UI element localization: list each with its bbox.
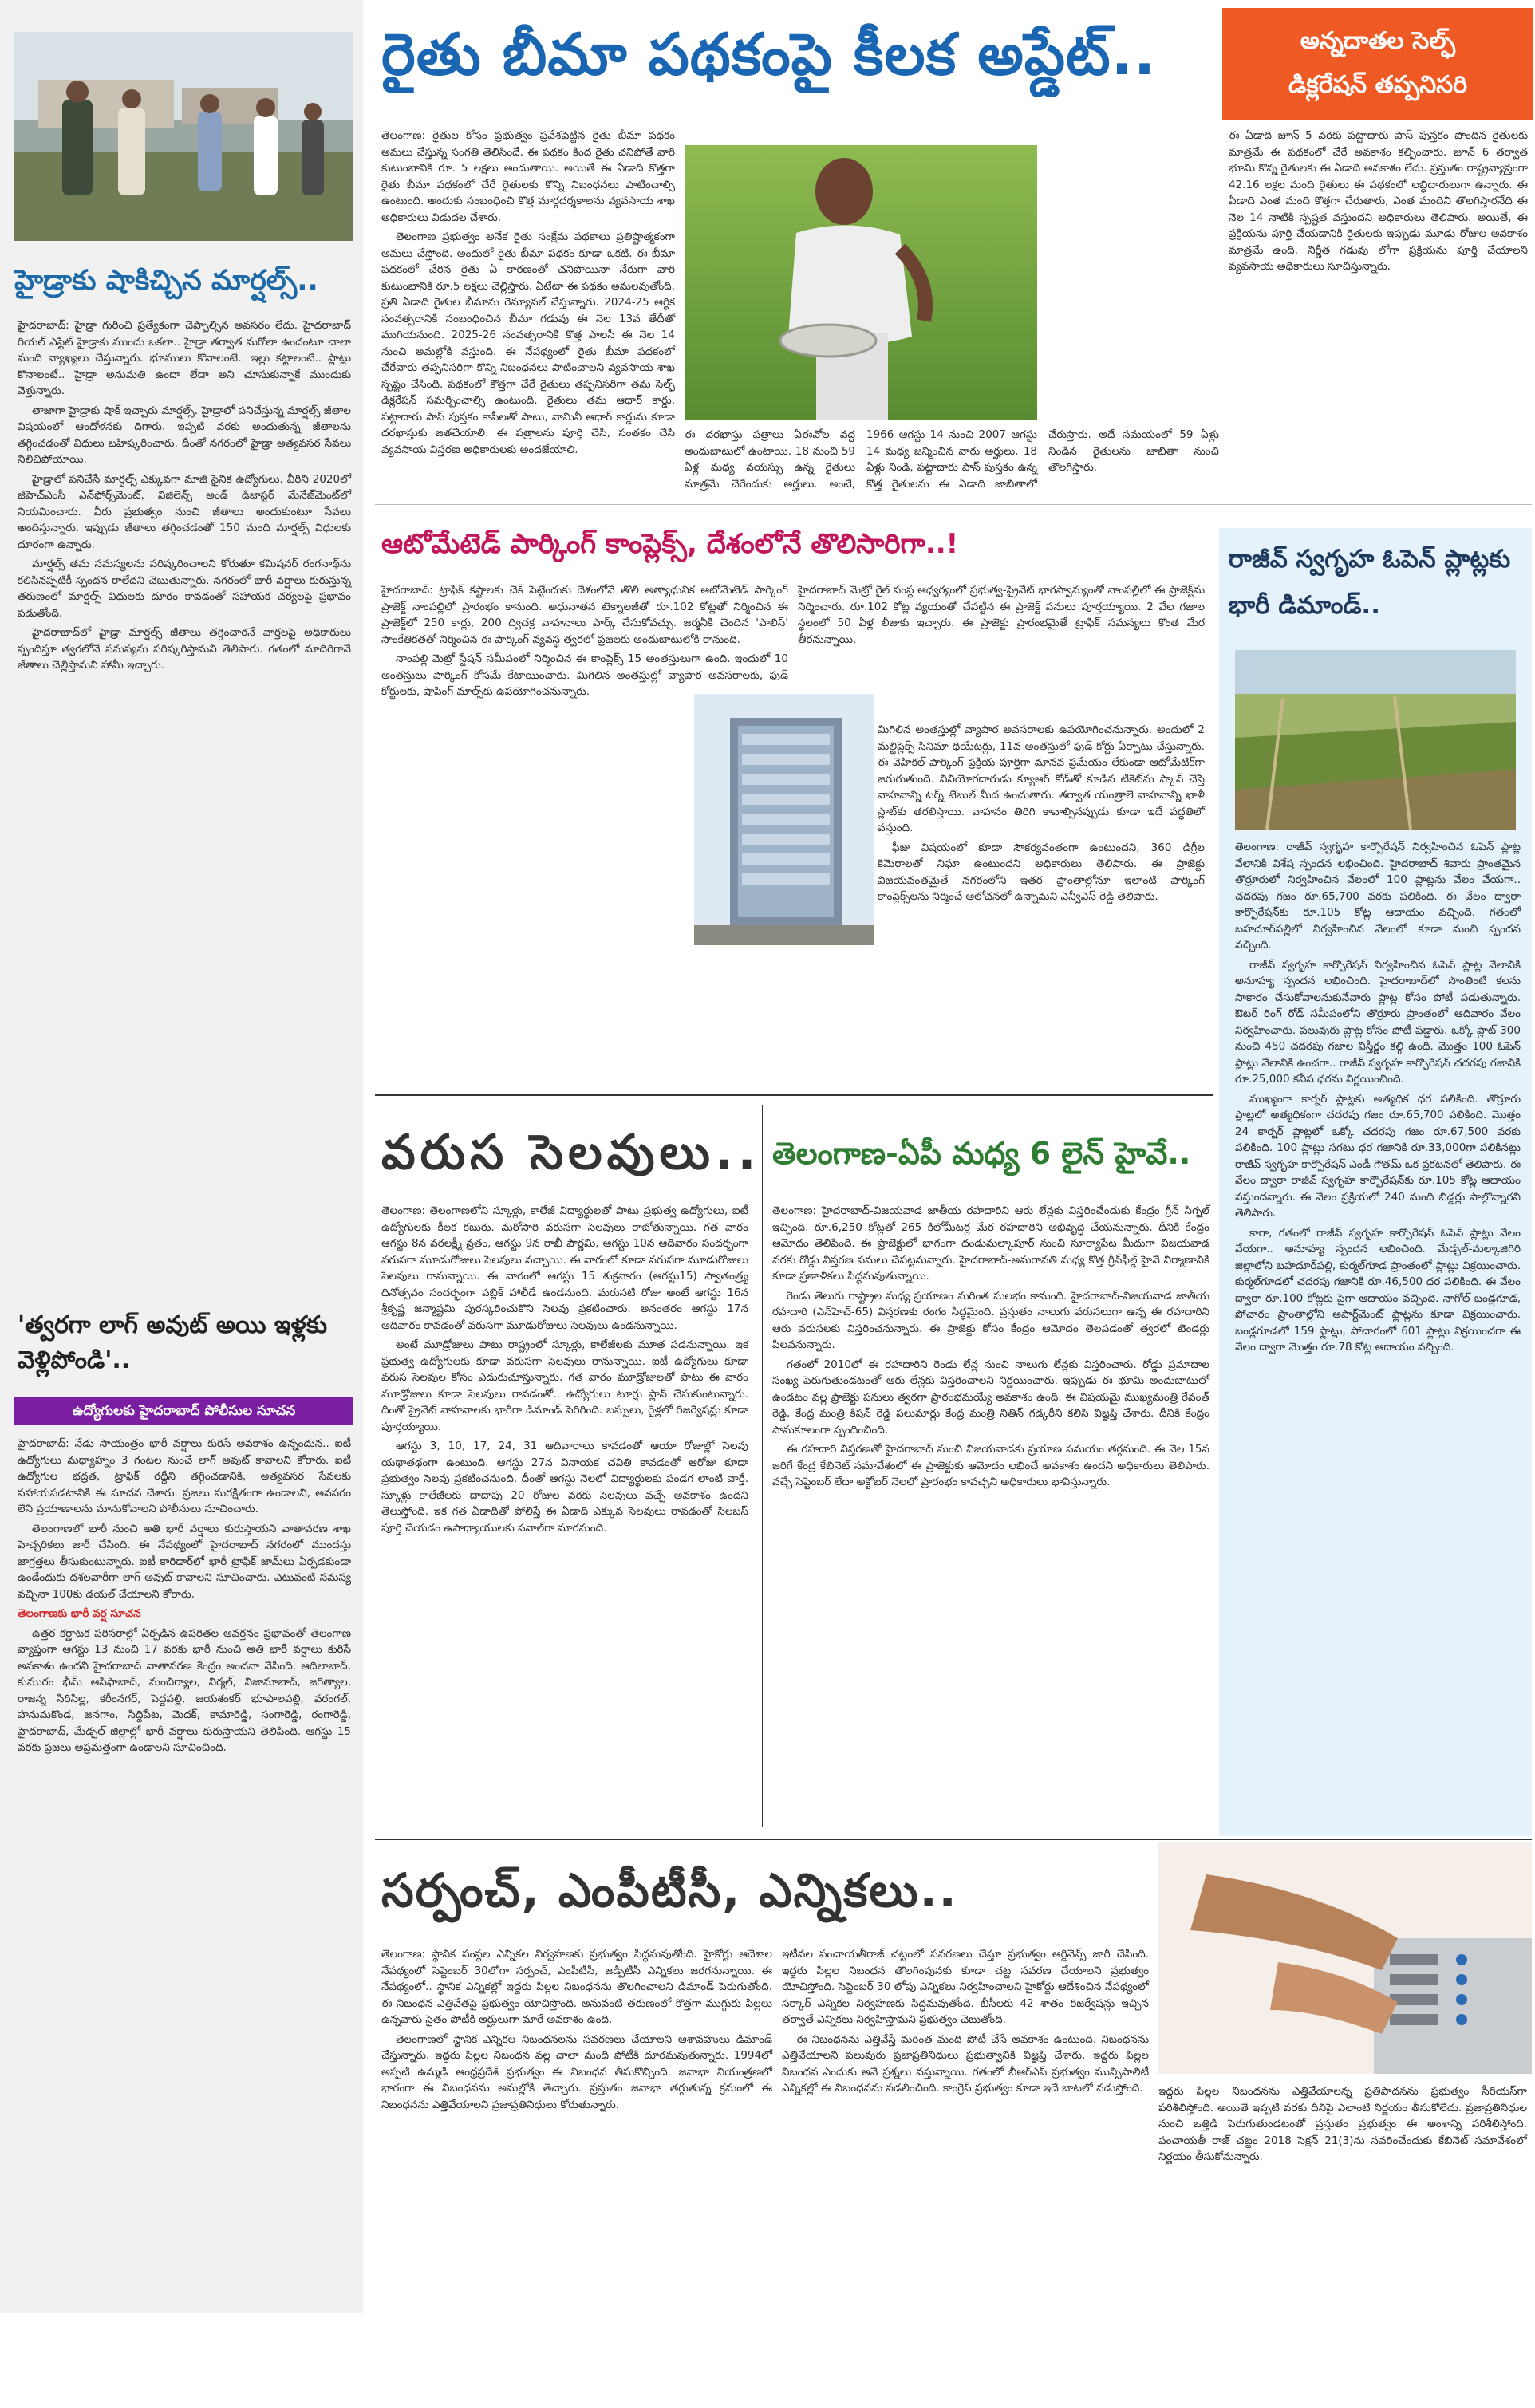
left-sub-banner: [14, 1397, 353, 1425]
rythu-para: తెలంగాణ: రైతుల కోసం ప్రభుత్వం ప్రవేశపెట్టిన రైతు బీమా పథకం అమలు చేస్తున్న సంగతి తెలిసిందే. ఈ పథకం కింద రైతు చనిపోతే వారి కుటుంబానికి రూ. 5 లక్షలు అందుతాయి. అయితే ఈ ఏడాది కొత్తగా రైతు బీమా పథకంలో చేరే రైతులకు కొన్ని నిబంధనలు పాటించాల్సి ఉంటుంది. అందుకు సంబంధించి కొత్త మార్గదర్శకాలను వ్యవసాయ శాఖ అధికారులు విడుదల చేశారు.: [381, 129, 675, 224]
parking-building-photo: [694, 694, 874, 945]
divider: [762, 1105, 763, 1827]
left-sub-para: ఉత్తర కర్ణాటక పరిసరాల్లో ఏర్పడిన ఉపరితల ఆవర్తనం ప్రభావంతో తెలంగాణ వ్యాప్తంగా ఆగస్టు 13 నుంచి 17 వరకు భారీ నుంచి అతి భారీ వర్షాలు కురిసే అవకాశం ఉందని హైదరాబాద్ వాతావరణ కేంద్రం అంచనా వేసింది. ఆదిలాబాద్, కుమురం భీమ్ ఆసిఫాబాద్, మంచిర్యాల, నిర్మల్, నిజామాబాద్, జగిత్యాల, రాజన్న సిరిసిల్ల, కరీంనగర్, పెద్దపల్లి, జయశంకర్ భూపాలపల్లి, వరంగల్, హనుమకొండ, జనగాం, సిద్దిపేట, మెదక్, కామారెడ్డి, సంగారెడ్డి, రంగారెడ్డి, హైదరాబాద్, మేడ్చల్ జిల్లాల్లో భారీ వర్షాలు కురుస్తాయని తెలిపింది. ఆగస్టు 15 వరకు ప్రజలు అప్రమత్తంగా ఉండాలని సూచించింది.: [18, 1626, 351, 1754]
highway-para: తెలంగాణ: హైదరాబాద్-విజయవాడ జాతీయ రహదారిని ఆరు లేన్లకు విస్తరించేందుకు కేంద్రం గ్రీన్ సిగ్నల్ ఇచ్చింది. రూ.6,250 కోట్లతో 265 కిలోమీటర్ల మేర రహదారిని అభివృద్ధి చేయనున్నారు. దీనికి కేంద్రం ఆమోదం తెలిపింది. ఈ ప్రాజెక్టులో భాగంగా దండుమల్కాపూర్ నుంచి సూర్యాపేట మీదుగా విజయవాడ వరకు రోడ్డు విస్తరణ పనులు చేపట్టనున్నారు. హైదరాబాద్-అమరావతి మధ్య కొత్త గ్రీన్‌ఫీల్డ్ హైవే నిర్మాణానికి కూడా ప్రణాళికలు సిద్ధమవుతున్నాయి.: [772, 1204, 1209, 1283]
sarpanch-headline: సర్పంచ్, ఎంపీటీసీ, ఎన్నికలు..: [381, 1863, 958, 1917]
left-sub-subhead: తెలంగాణకు భారీ వర్ష సూచన: [18, 1607, 141, 1620]
divider: [375, 1839, 1532, 1840]
sarpanch-col-2: [782, 1946, 1149, 2305]
rythu-col-1: [381, 128, 675, 495]
rythu-col-2: [685, 427, 1219, 499]
left-sub-headline: 'త్వరగా లాగ్ అవుట్ అయి ఇళ్లకు వెళ్లిపోండి'..: [18, 1311, 327, 1374]
rythu-col-3: [1047, 128, 1219, 495]
parking-para: హైదరాబాద్: ట్రాఫిక్ కష్టాలకు చెక్ పెట్టేందుకు దేశంలోనే తొలి అత్యాధునిక ఆటోమేటెడ్ పార్కింగ్ ప్రాజెక్ట్ నాంపల్లిలో ప్రారంభం కానుంది. అధునాతన టెక్నాలజీతో రూ.102 కోట్లతో నిర్మించిన ఈ ప్రాజెక్ట్‌లో 250 కార్లు, 200 ద్విచక్ర వాహనాలు పార్క్ చేసుకోవచ్చు. జర్మనీకి చెందిన 'పాలిస్' సాంకేతికతతో నిర్మించిన ఈ పార్కింగ్ వ్యవస్థ త్వరలో ప్రజలకు అందుబాటులోకి రానుంది.: [381, 584, 788, 646]
voting-photo: [1158, 1842, 1532, 2074]
sarpanch-para: ఈ నిబంధనను ఎత్తివేస్తే మరింత మంది పోటీ చేసే అవకాశం ఉంటుంది. నిబంధనను ఎత్తివేయాలని పలువురు ప్రజాప్రతినిధులు ప్రభుత్వానికి విజ్ఞప్తి చేశారు. ఇద్దరు పిల్లల నిబంధన ఎందుకు అనే ప్రశ్నలు వస్తున్నాయి. గతంలో బీఆర్ఎస్ ప్రభుత్వం మున్సిపాలిటీ ఎన్నికల్లో ఈ నిబంధనను సడలించింది. కాంగ్రెస్ ప్రభుత్వం కూడా ఇదే బాటలో నడుస్తోంది.: [782, 2032, 1149, 2095]
annadatha-line2: డిక్లరేషన్ తప్పనిసరి: [1288, 71, 1467, 99]
farmer-photo: [685, 145, 1037, 420]
parking-para: ఫీజు విషయంలో కూడా సౌకర్యవంతంగా ఉంటుందని, 360 డిగ్రీల కెమెరాలతో నిఘా ఉంటుందని అధికారులు తెలిపారు. ఈ ప్రాజెక్టు విజయవంతమైతే నగరంలోని ఇతర ప్రాంతాల్లోనూ ఇలాంటి పార్కింగ్ కాంప్లెక్స్‌లను నిర్మించే ఆలోచనలో ఉన్నామని ఎన్వీఎస్ రెడ్డి తెలిపారు.: [878, 841, 1205, 903]
left-lead-para: హైడ్రాలో పనిచేసే మార్షల్స్ ఎక్కువగా మాజీ సైనిక ఉద్యోగులు. వీరిని 2020లో జీహెచ్ఎంసీ ఎన్‌ఫోర్స్‌మెంట్, విజిలెన్స్ అండ్ డిజాస్టర్ మేనేజ్‌మెంట్‌లో నియమించారు. వీరు ప్రభుత్వం నుంచి జీతాలు అందుకుంటూ సేవలు అందిస్తున్నారు. ఇప్పుడు జీతాలు తగ్గించడంతో 150 మంది మార్షల్స్ విధులకు దూరంగా ఉన్నారు.: [18, 472, 351, 551]
left-lead-body: [18, 317, 351, 1267]
rythu-para: ఈ ఏడాది జూన్ 5 వరకు పట్టాదారు పాస్ పుస్తకం పొందిన రైతులకు మాత్రమే ఈ పథకంలో చేరే అవకాశం కల్పించారు. జూన్ 6 తర్వాత భూమి కొన్న రైతులకు ఈ ఏడాది అవకాశం లేదు. ప్రస్తుతం రాష్ట్రవ్యాప్తంగా 42.16 లక్షల మంది రైతులు ఈ పథకంలో లబ్ధిదారులుగా ఉన్నారు. ఈ ఏడాది ఎంత మంది కొత్తగా చేరుతారు, ఎంత మందిని తొలగిస్తారనేది ఈ నెల 14 నాటికి స్పష్టత వస్తుందని అధికారులు తెలిపారు. అయితే, ఈ ప్రక్రియను పూర్తి చేయడానికి రైతులకు ఇప్పుడు మూడు రోజుల అవకాశం మాత్రమే ఉంది. నిర్ణీత గడువు లోగా ప్రక్రియను పూర్తి చేయాలని వ్యవసాయ అధికారులు సూచిస్తున్నారు.: [1229, 129, 1528, 273]
rythu-col-4: [1229, 128, 1528, 495]
parking-para: నాంపల్లి మెట్రో స్టేషన్ సమీపంలో నిర్మించిన ఈ కాంప్లెక్స్ 15 అంతస్తులుగా ఉంది. ఇందులో 10 అంతస్తులు పార్కింగ్ కోసమే కేటాయించారు. మిగిలిన అంతస్తుల్లో వ్యాపార అవసరాలకు, ఫుడ్ కోర్టులకు, షాపింగ్ మాల్స్‌కు ఉపయోగించనున్నారు.: [381, 652, 788, 698]
sarpanch-para: తెలంగాణలో స్థానిక ఎన్నికల నిబంధనలను సవరణలు చేయాలని ఆశావహులు డిమాండ్ చేస్తున్నారు. ఇద్దరు పిల్లల నిబంధన వల్ల చాలా మంది పోటీకి దూరమవుతున్నారు. 1994లో అప్పటి ఉమ్మడి ఆంధ్రప్రదేశ్ ప్రభుత్వం ఈ నిబంధన తీసుకొచ్చింది. జనాభా నియంత్రణలో భాగంగా ఈ నిబంధనను అమల్లోకి తెచ్చారు. ప్రస్తుతం జనాభా తగ్గుతున్న క్రమంలో ఈ నిబంధనను ఎత్తివేయాలని ప్రజాప్రతినిధులు కోరుతున్నారు.: [381, 2032, 772, 2111]
holidays-para: ఆగస్టు 3, 10, 17, 24, 31 ఆదివారాలు కావడంతో ఆయా రోజుల్లో సెలవు యథాతథంగా ఉంటుంది. ఆగస్టు 27న వినాయక చవితి కావడంతో ఆరోజు కూడా ప్రభుత్వం సెలవు ప్రకటించనుంది. దీంతో ఆగస్టు నెలలో విద్యార్థులకు పండగ లాంటి వార్తే. స్కూళ్లు కాలేజీలకు దాదాపు 20 రోజుల వరకు సెలవులు వచ్చే అవకాశం ఉందని తెలుస్తోంది. ఇక గత ఏడాదితో పోలిస్తే ఈ ఏడాది ఎక్కువ సెలవులు రావడంతో సిలబస్ పూర్తి చేయడం ఉపాధ్యాయులకు సవాల్‌గా మారనుంది.: [381, 1440, 748, 1535]
left-sub-body: [18, 1436, 351, 2305]
rajiv-body: [1235, 839, 1521, 1828]
sarpanch-para: తెలంగాణ: స్థానిక సంస్థల ఎన్నికల నిర్వహణకు ప్రభుత్వం సిద్ధమవుతోంది. హైకోర్టు ఆదేశాల నేపథ్యంలో సెప్టెంబర్ 30లోగా సర్పంచ్, ఎంపీటీసీ, జడ్పీటీసీ ఎన్నికలు జరగనున్నాయి. ఈ నేపథ్యంలో.. స్థానిక ఎన్నికల్లో ఇద్దరు పిల్లల నిబంధనను తొలగించాలని డిమాండ్ పెరుగుతోంది. ఈ నిబంధన ఎత్తివేతపై ప్రభుత్వం యోచిస్తోంది. అనువంటి తరుణంలో కొత్తగా ముగ్గురు పిల్లలు ఉన్నవారు సైతం పోటీకి అర్హులుగా మారే అవకాశం ఉంది.: [381, 1948, 772, 2026]
police-marshals-photo: [14, 32, 353, 241]
rythu-para: తెలంగాణ ప్రభుత్వం అనేక రైతు సంక్షేమ పథకాలు ప్రతిష్టాత్మకంగా అమలు చేస్తోంది. అందులో రైతు బీమా పథకం కూడా ఒకటి. ఈ బీమా పథకంలో చేరిన రైతు ఏ కారణంతో చనిపోయినా నేరుగా వారి కుటుంబానికి రూ.5 లక్షలు చెల్లిస్తారు. ఏటేటా ఈ పథకం అమలవుతోంది. ప్రతి ఏడాది రైతుల బీమాను రెన్యూవల్ చేస్తున్నారు. 2024-25 ఆర్థిక సంవత్సరానికి సంబంధించిన బీమా గడువు ఈ నెల 13వ తేదీతో ముగియనుంది. 2025-26 సంవత్సరానికి కొత్త పాలసీ ఈ నెల 14 నుంచి అమల్లోకి వస్తుంది. ఈ నేపథ్యంలో రైతు బీమా పథకంలో చేరేవారు తప్పనిసరిగా కొన్ని నిబంధనలు పాటించాలని వ్యవసాయ శాఖ స్పష్టం చేసింది. పథకంలో కొత్తగా చేరే రైతులు తప్పనిసరిగా తమ సెల్ఫ్ డిక్లరేషన్ సమర్పించాల్సి ఉంటుంది. రైతులు తమ ఆధార్ కార్డు, పట్టాదారు పాస్ పుస్తకం కాపీలతో పాటు, నామినీ ఆధార్ కార్డును కూడా దరఖాస్తుకు జతచేయాలి. ఈ పత్రాలను పూర్తి చేసి, సంతకం చేసి వ్యవసాయ విస్తరణ అధికారులకు అందజేయాలి.: [381, 231, 675, 456]
left-lead-headline: హైడ్రాకు షాకిచ్చిన మార్షల్స్..: [14, 265, 318, 297]
highway-para: ఈ రహదారి విస్తరణతో హైదరాబాద్ నుంచి విజయవాడకు ప్రయాణ సమయం తగ్గనుంది. ఈ నెల 15న జరిగే కేంద్ర కేబినెట్ సమావేశంలో ఈ ప్రాజెక్టుకు ఆమోదం లభించే అవకాశం ఉందని అధికారులు తెలిపారు. వచ్చే సెప్టెంబర్ లేదా అక్టోబర్ నెలలో ప్రారంభం కావచ్చని అధికారులు భావిస్తున్నారు.: [772, 1443, 1209, 1488]
parking-para: మిగిలిన అంతస్తుల్లో వ్యాపార అవసరాలకు ఉపయోగించనున్నారు. అందులో 2 మల్టిప్లెక్స్ సినిమా థియేటర్లు, 11వ అంతస్తులో ఫుడ్ కోర్టు ఏర్పాటు చేస్తున్నారు. ఈ వెహికల్ పార్కింగ్ ప్రక్రియ పూర్తిగా మానవ ప్రమేయం లేకుండా ఆటోమేటిక్‌గా జరుగుతుంది. వినియోగదారుడు క్యూఆర్ కోడ్‌తో కూడిన టికెట్‌ను స్కాన్ చేస్తే వాహనాన్ని టర్న్ టేబుల్ మీద ఉంచుతారు. తర్వాత యంత్రాలే వాహనాన్ని ఖాళీ స్లాట్‌కు తరలిస్తాయి. వాహనం తిరిగి కావాల్సినప్పుడు కూడా ఇదే పద్ధతిలో వస్తుంది.: [878, 723, 1205, 834]
holidays-para: తెలంగాణ: తెలంగాణలోని స్కూళ్లు, కాలేజీ విద్యార్థులతో పాటు ప్రభుత్వ ఉద్యోగులు, ఐటీ ఉద్యోగులకు కీలక కబురు. మరోసారి వరుసగా సెలవులు రాబోతున్నాయి. గత వారం ఆగస్టు 8న వరలక్ష్మీ వ్రతం, ఆగస్టు 9న రాఖీ పౌర్ణమి, ఆగస్టు 10న ఆదివారం సందర్భంగా వరుసగా మూడురోజులు సెలవులు వచ్చాయి. ఈ వారంలో కూడా వరుసగా మూడురోజులు సెలవులు రానున్నాయి. ఈ వారంలో ఆగస్టు 15 శుక్రవారం (ఆగస్టు15) స్వాతంత్ర్య దినోత్సవం సందర్భంగా పబ్లిక్ హాలీడే ఉండనుంది. మరుసటి రోజు అంటే ఆగస్టు 16న శ్రీకృష్ణ జన్మాష్టమి పురస్కరించుకొని సెలవు ప్రకటించారు. అనంతరం ఆగస్టు 17న ఆదివారం కావడంతో వరుసగా మూడురోజులు సెలవులు ఉండనున్నాయి.: [381, 1204, 748, 1332]
rajiv-para: రాజీవ్ స్వగృహ కార్పొరేషన్ నిర్వహించిన ఓపెన్ ప్లాట్ల వేలానికి అనూహ్య స్పందన లభించింది. హైదరాబాద్‌లో సొంతింటి కలను సాకారం చేసుకోవాలనుకునేవారు ప్లాట్ల కోసం పోటీ పడుతున్నారు. ఔటర్ రింగ్ రోడ్ సమీపంలోని తొర్రూరు ప్రాంతంలో ఆదివారం వేలం నిర్వహించారు. పలువురు ప్లాట్ల కోసం పోటీ పడ్డారు. ఒక్కో ప్లాట్ 300 నుంచి 450 చదరపు గజాల విస్తీర్ణం కల్గి ఉంది. మొత్తం 100 ఓపెన్ ప్లాట్లు వేలానికి ఉంచగా.. రాజీవ్ స్వగృహ కార్పొరేషన్ చదరపు గజానికి రూ.25,000 కనీస ధరను నిర్ణయించింది.: [1235, 958, 1521, 1086]
sarpanch-para: ఇద్దరు పిల్లల నిబంధనను ఎత్తివేయాలన్న ప్రతిపాదనను ప్రభుత్వం సీరియస్‌గా పరిశీలిస్తోంది. అయితే ఇప్పటి వరకు దీనిపై ఎలాంటి నిర్ణయం తీసుకోలేదు. ప్రజాప్రతినిధుల నుంచి ఒత్తిడి పెరుగుతుండటంతో ప్రస్తుతం ప్రభుత్వం ఈ అంశాన్ని పరిశీలిస్తోంది. పంచాయతీ రాజ్ చట్టం 2018 సెక్షన్ 21(3)ను సవరించేందుకు కేబినెట్ సమావేశంలో నిర్ణయం తీసుకోనున్నారు.: [1158, 2085, 1527, 2163]
left-sub-banner-text: ఉద్యోగులకు హైదరాబాద్ పోలీసుల సూచన: [72, 1403, 296, 1419]
divider: [375, 504, 1532, 505]
parking-col-3: [878, 722, 1205, 1073]
annadatha-line1: అన్నదాతల సెల్ఫ్: [1300, 27, 1456, 55]
rajiv-plots-photo: [1235, 650, 1516, 830]
left-sub-para: హైదరాబాద్: నేడు సాయంత్రం భారీ వర్షాలు కురిసే అవకాశం ఉన్నందున.. ఐటీ ఉద్యోగులు మధ్యాహ్నం 3 గంటల నుంచే లాగ్ అవుట్ కావాలని కోరారు. ఐటీ ఉద్యోగుల భద్రత, ట్రాఫిక్ రద్దీని తగ్గించడానికి, అత్యవసర సేవలకు సహాయపడటానికి ఈ సూచన చేశారు. ప్రజలు సురక్షితంగా ఉండాలని, అవసరం లేని ప్రయాణాలను మానుకోవాలని పోలీసులు సూచించారు.: [18, 1437, 351, 1515]
highway-headline: తెలంగాణ-ఏపీ మధ్య 6 లైన్ హైవే..: [772, 1136, 1191, 1171]
parking-para: హైదరాబాద్ మెట్రో రైల్ సంస్థ ఆధ్వర్యంలో ప్రభుత్వ-ప్రైవేట్ భాగస్వామ్యంతో నాంపల్లిలో ఈ ప్రాజెక్ట్‌ను నిర్మించారు. రూ.102 కోట్ల వ్యయంతో చేపట్టిన ఈ ప్రాజెక్ట్ పనులు పూర్తయ్యాయి. 2 వేల గజాల స్థలంలో 50 ఏళ్ల లీజుకు ఇచ్చారు. ఈ ప్రాజెక్టు ప్రారంభమైతే ట్రాఫిక్ సమస్యలు కొంత మేర తీరనున్నాయి.: [798, 584, 1205, 646]
sarpanch-para: ఇటీవల పంచాయతీరాజ్ చట్టంలో సవరణలు చేస్తూ ప్రభుత్వం ఆర్డినెన్స్ జారీ చేసింది. ఇద్దరు పిల్లల నిబంధన తొలగింపునకు కూడా చట్ట సవరణ చేయాలని ప్రభుత్వం యోచిస్తోంది. సెప్టెంబర్ 30 లోపు ఎన్నికలు నిర్వహించాలని హైకోర్టు ఆదేశించిన నేపథ్యంలో సర్కార్ ఎన్నికల నిర్వహణకు సిద్ధమవుతోంది. బీసీలకు 42 శాతం రిజర్వేషన్లు ఇచ్చిన తర్వాతే ఎన్నికలు నిర్వహిస్తామని ప్రభుత్వం చెబుతోంది.: [782, 1948, 1149, 2026]
divider: [375, 1094, 1213, 1096]
rajiv-headline: రాజీవ్ స్వగృహ ఓపెన్ ప్లాట్లకు భారీ డిమాండ్..: [1229, 545, 1511, 620]
left-lead-para: హైదరాబాద్: హైడ్రా గురించి ప్రత్యేకంగా చెప్పాల్సిన అవసరం లేదు. హైదరాబాద్ రియల్ ఎస్టేట్ హైడ్రాకు ముందు ఒకలా.. హైడ్రా తర్వాత మరోలా ఉందంటూ చాలా మంది వ్యాఖ్యలు చేస్తున్నారు. భూములు కొనాలంటే.. ఇల్లు కట్టాలంటే.. ప్లాట్లు కొనాలంటే.. హైడ్రా అనుమతి ఉందా లేదా అని చూసుకున్నాకే ముందుకు వెళ్తున్నారు.: [18, 319, 351, 397]
left-lead-para: తాజాగా హైడ్రాకు షాక్ ఇచ్చారు మార్షల్స్. హైడ్రాలో పనిచేస్తున్న మార్షల్స్ జీతాల విషయంలో ఆందోళనకు దిగారు. ఇప్పటి వరకు అందుతున్న జీతాలను తగ్గించడంతో విధులు బహిష్కరించారు. దీంతో నగరంలో హైడ్రా అత్యవసర సేవలు నిలిచిపోయాయి.: [18, 404, 351, 466]
holidays-headline: వరుస సెలవులు..: [381, 1125, 761, 1180]
highway-body: [772, 1203, 1209, 1825]
rythu-para: ఈ దరఖాస్తు పత్రాలు ఏఈవోల వద్ద అందుబాటులో ఉంటాయి. 18 నుంచి 59 ఏళ్ల మధ్య వయస్సు ఉన్న రైతులు మాత్రమే చేరేందుకు అర్హులు. అంటే, 1966 ఆగస్టు 14 నుంచి 2007 ఆగస్టు 14 మధ్య జన్మించిన వారు అర్హులు. 18 ఏళ్లు నిండి, పట్టాదారు పాస్ పుస్తకం ఉన్న కొత్త రైతులను ఈ ఏడాది జాబితాలో చేరుస్తారు. అదే సమయంలో 59 ఏళ్లు నిండిన రైతులను జాబితా నుంచి తొలగిస్తారు.: [685, 428, 1219, 491]
rajiv-para: తెలంగాణ: రాజీవ్ స్వగృహ కార్పొరేషన్ నిర్వహించిన ఓపెన్ ప్లాట్ల వేలానికి విశేష స్పందన లభించింది. హైదరాబాద్ శివారు ప్రాంతమైన తొర్రూరులో నిర్వహించిన వేలంలో 100 ప్లాట్లను వేలం వేయగా.. చదరపు గజం రూ.65,700 వరకు పలికింది. ఈ వేలం ద్వారా కార్పొరేషన్‌కు రూ.105 కోట్ల ఆదాయం వచ్చింది. గతంలో బహదూర్‌పల్లిలో నిర్వహించిన వేలంలో కూడా మంచి స్పందన వచ్చింది.: [1235, 841, 1521, 952]
annadatha-box: [1222, 8, 1533, 120]
rythu-headline: రైతు బీమా పథకంపై కీలక అప్డేట్..: [381, 21, 1157, 88]
holidays-body: [381, 1203, 748, 1825]
left-lead-para: మార్షల్స్ తమ సమస్యలను పరిష్కరించాలని కోరుతూ కమిషనర్ రంగనాథ్‌ను కలిసినప్పటికీ స్పందన రాలేదని చెబుతున్నారు. నగరంలో భారీ వర్షాలు కురుస్తున్న తరుణంలో మార్షల్స్ విధులకు దూరం కావడంతో సహాయక చర్యలపై ప్రభావం పడుతోంది.: [18, 558, 351, 620]
parking-headline: ఆటోమేటెడ్ పార్కింగ్ కాంప్లెక్స్, దేశంలోనే తొలిసారిగా..!: [381, 528, 959, 560]
highway-para: రెండు తెలుగు రాష్ట్రాల మధ్య ప్రయాణం మరింత సులభం కానుంది. హైదరాబాద్-విజయవాడ జాతీయ రహదారి (ఎన్‌హెచ్-65) విస్తరణకు రంగం సిద్ధమైంది. ప్రస్తుతం నాలుగు వరుసలుగా ఉన్న ఈ రహదారిని ఆరు వరుసలకు విస్తరించనున్నారు. ఈ ప్రాజెక్టు కోసం కేంద్రం ఆమోదం తెలపడంతో త్వరలో టెండర్లు పిలవనున్నారు.: [772, 1289, 1209, 1351]
highway-para: గతంలో 2010లో ఈ రహదారిని రెండు లేన్ల నుంచి నాలుగు లేన్లకు విస్తరించారు. రోడ్డు ప్రమాదాల సంఖ్య పెరుగుతుండటంతో ఆరు లేన్లకు విస్తరించాలని నిర్ణయించారు. ఇప్పుడు ఈ భూమి అందుబాటులో ఉండటం వల్ల ప్రాజెక్టు పనులు త్వరగా ప్రారంభమయ్యే అవకాశం ఉంది. ఈ విషయమై ముఖ్యమంత్రి రేవంత్ రెడ్డి, కేంద్ర మంత్రి కిషన్ రెడ్డి పలుమార్లు కేంద్ర మంత్రి నితిన్ గడ్కరీని కలిసి విజ్ఞప్తి చేశారు. దీనికి కేంద్రం సానుకూలంగా స్పందించింది.: [772, 1358, 1209, 1437]
sarpanch-col-3: [1158, 2083, 1527, 2307]
rajiv-para: ముఖ్యంగా కార్నర్ ప్లాట్లకు అత్యధిక ధర పలికింది. తొర్రూరు ప్లాట్లలో అత్యధికంగా చదరపు గజం రూ.65,700 పలికింది. మొత్తం 24 కార్నర్ ప్లాట్లలో ఒక్కో చదరపు గజం రూ.67,500 వరకు పలికింది. 100 ప్లాట్లు సగటు ధర గజానికి రూ.33,000గా పలికినట్లు రాజీవ్ స్వగృహ కార్పొరేషన్ ఎండీ గౌతమ్ ఒక ప్రకటనలో తెలిపారు. ఈ వేలం ద్వారా రాజీవ్ స్వగృహ కార్పొరేషన్‌కు రూ.105 కోట్ల ఆదాయం వస్తుందన్నారు. ఈ వేలం ప్రక్రియలో 240 మంది బిడ్డర్లు పాల్గొన్నారని తెలిపారు.: [1235, 1092, 1521, 1220]
left-sub-para: తెలంగాణలో భారీ నుంచి అతి భారీ వర్షాలు కురుస్తాయని వాతావరణ శాఖ హెచ్చరికలు జారీ చేసింది. ఈ నేపథ్యంలో హైదరాబాద్ నగరంలో ముందస్తు జాగ్రత్తలు తీసుకుంటున్నారు. ఐటీ కారిడార్‌లో భారీ ట్రాఫిక్ జామ్‌లు ఏర్పడకుండా ఉండేందుకు దశలవారీగా లాగ్ అవుట్ కావాలని సూచించారు. ఎటువంటి సమస్య వచ్చినా 100కు డయల్ చేయాలని కోరారు.: [18, 1522, 351, 1601]
rajiv-para: కాగా, గతంలో రాజీవ్ స్వగృహ కార్పొరేషన్ ఓపెన్ ప్లాట్లు వేలం వేయగా.. అనూహ్య స్పందన లభించింది. మేడ్చల్-మల్కాజిగిరి జిల్లాలోని బహదూర్‌పల్లి, కుర్మల్‌గూడ ప్రాంతంలో ప్లాట్లు విక్రయించారు. కుర్మల్‌గూడలో చదరపు గజానికి రూ.46,500 ధర పలికింది. ఈ వేలం ద్వారా రూ.100 కోట్లకు పైగా ఆదాయం వచ్చింది. నాగోల్ బండ్లగూడ, పోచారం ప్రాంతాల్లోని అపార్ట్‌మెంట్ ఫ్లాట్లను కూడా విక్రయించారు. బండ్లగూడలో 159 ఫ్లాట్లు, పోచారంలో 601 ఫ్లాట్లు విక్రయించగా ఈ వేలం ద్వారా మొత్తం రూ.78 కోట్ల ఆదాయం వచ్చింది.: [1235, 1226, 1521, 1354]
sarpanch-col-1: [381, 1946, 772, 2305]
holidays-para: అంటే మూడ్రోజులు పాటు రాష్ట్రంలో స్కూళ్లు, కాలేజీలకు మూత పడనున్నాయి. ఇక ప్రభుత్వ ఉద్యోగులకు కూడా వరుసగా సెలవులు రానున్నాయి. ఐటీ ఉద్యోగులు కూడా వరుస సెలవుల కోసం ఎదురుచూస్తున్నారు. గత వారం మూడ్రోజులతో పాటు ఈ వారం మూడ్రోజులు కూడా సెలవులు రావడంతో.. ఉద్యోగులు టూర్లు ప్లాన్ చేసుకుంటున్నారు. దీంతో ప్రైవేట్ వాహనాలకు భారీగా డిమాండ్ పెరిగింది. బస్సులు, రైళ్లలో రిజర్వేషన్లు కూడా పూర్తయ్యాయి.: [381, 1338, 748, 1433]
left-lead-para: హైదరాబాద్‌లో హైడ్రా మార్షల్స్ జీతాలు తగ్గించారనే వార్తలపై అధికారులు స్పందిస్తూ త్వరలోనే సమస్యను పరిష్కరిస్తామని తెలిపారు. గతంలో మాదిరిగానే జీతాలు చెల్లిస్తామని హామీ ఇచ్చారు.: [18, 626, 351, 672]
